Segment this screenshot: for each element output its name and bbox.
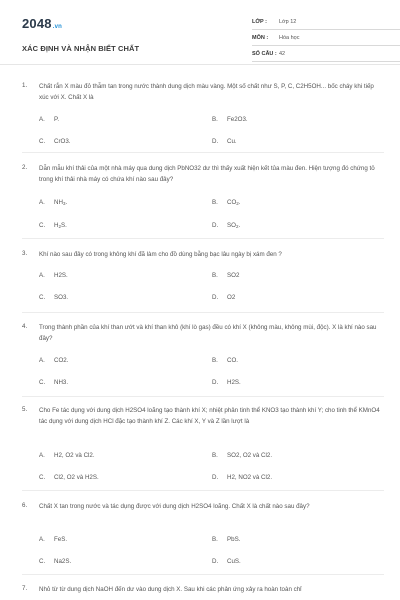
- option-c[interactable]: C. NH3.: [39, 379, 69, 386]
- option-text: Cu.: [227, 138, 237, 145]
- option-b[interactable]: B. PbS.: [212, 536, 241, 543]
- option-subscript: 2: [235, 224, 239, 229]
- question-number: 4.: [22, 323, 28, 330]
- option-a[interactable]: A. P.: [39, 116, 60, 123]
- option-c[interactable]: C. CrO3.: [39, 138, 71, 145]
- option-a[interactable]: A. CO2.: [39, 357, 69, 364]
- option-c[interactable]: C. Cl2, O2 và H2S.: [39, 474, 99, 481]
- question-text: Trong thành phần của khí than ướt và khí than khô (khí lò gas) đều có khí X (không màu, không mùi, độc). X là khí nào sau đây?: [39, 324, 377, 342]
- question-text: Chất X tan trong nước và tác dụng được với dung dịch H2SO4 loãng. Chất X là chất nào sau đây?: [39, 503, 310, 510]
- option-c[interactable]: C. Na2S.: [39, 558, 72, 565]
- option-b[interactable]: B. SO2: [212, 272, 240, 279]
- option-a[interactable]: A. FeS.: [39, 536, 68, 543]
- option-text: Na2S.: [54, 558, 72, 565]
- question-number: 7.: [22, 585, 28, 592]
- meta-value: Lớp 12: [279, 19, 297, 25]
- option-c[interactable]: C. $H_2S$.: [39, 222, 67, 229]
- question-divider: [22, 490, 384, 491]
- meta-row-class: [252, 16, 400, 30]
- question-number: 1.: [22, 82, 28, 89]
- option-text: Cl2, O2 và H2S.: [54, 474, 99, 481]
- option-subscript: 2: [58, 224, 61, 229]
- option-b[interactable]: B. $CO_2$.: [212, 199, 241, 206]
- question-number: 2.: [22, 164, 28, 171]
- option-a[interactable]: A. $NH_3$.: [39, 199, 68, 206]
- question-number: 5.: [22, 406, 28, 413]
- option-text: SO: [227, 222, 236, 229]
- logo-text: 2048: [22, 16, 52, 31]
- option-text-end: .: [238, 199, 241, 206]
- option-d[interactable]: D. $SO_2$.: [212, 222, 241, 229]
- site-logo[interactable]: [22, 16, 62, 31]
- option-text: Fe2O3.: [227, 116, 248, 123]
- option-text: H2S.: [54, 272, 68, 279]
- document-title: XÁC ĐỊNH VÀ NHẬN BIẾT CHẤT: [22, 44, 140, 53]
- option-text-end: .: [238, 222, 241, 229]
- question-text: Nhỏ từ từ dung dịch NaOH đến dư vào dung dịch X. Sau khi các phản ứng xảy ra hoàn toàn chỉ: [39, 586, 302, 593]
- meta-row-subject: [252, 32, 400, 46]
- document-header: [22, 12, 382, 68]
- meta-value: 42: [279, 51, 286, 57]
- question-divider: [22, 574, 384, 575]
- option-text: NH: [54, 199, 63, 206]
- option-b[interactable]: B. SO2, O2 và Cl2.: [212, 452, 273, 459]
- question-text: Dẫn mẫu khí thải của một nhà máy qua dung dịch PbNO32 dư thì thấy xuất hiện kết tủa màu đen. Hiện tượng đó chứng tỏ trong khí thải nhà máy có chứa khí nào sau đây?: [39, 165, 375, 183]
- option-b[interactable]: B. CO.: [212, 357, 239, 364]
- option-a[interactable]: A. H2S.: [39, 272, 68, 279]
- option-text: CO: [227, 199, 237, 206]
- option-text: CrO3.: [54, 138, 71, 145]
- meta-row-count: [252, 48, 400, 62]
- option-text: SO3.: [54, 294, 69, 301]
- question-divider: [22, 152, 384, 153]
- option-text: SO2: [227, 272, 240, 279]
- option-text: H2, O2 và Cl2.: [54, 452, 95, 459]
- question-text: Khí nào sau đây có trong không khí đã làm cho đồ dùng bằng bạc lâu ngày bị xám đen ?: [39, 251, 282, 258]
- meta-label: MÔN :: [252, 35, 269, 41]
- option-text: H2, NO2 và Cl2.: [227, 474, 273, 481]
- question-number: 3.: [22, 250, 28, 257]
- option-text: NH3.: [54, 379, 69, 386]
- option-a[interactable]: A. H2, O2 và Cl2.: [39, 452, 95, 459]
- question-divider: [22, 396, 384, 397]
- option-text-end: S.: [60, 222, 67, 229]
- meta-label: SỐ CÂU :: [252, 51, 277, 57]
- logo-suffix: .vn: [52, 24, 63, 30]
- meta-value: Hóa học: [279, 35, 300, 41]
- question-text: Chất rắn X màu đỏ thẫm tan trong nước thành dung dịch màu vàng. Một số chất như S, P, C, C2H5OH... bốc cháy khi tiếp xúc với X. Chất X là: [39, 83, 374, 101]
- option-text: H: [54, 222, 59, 229]
- option-text: H2S.: [227, 379, 241, 386]
- option-d[interactable]: D. H2S.: [212, 379, 241, 386]
- header-divider: [0, 64, 400, 65]
- option-text: CO.: [227, 357, 239, 364]
- option-text: CO2.: [54, 357, 69, 364]
- question-text: Cho Fe tác dụng với dung dịch H2SO4 loãng tạo thành khí X; nhiệt phân tinh thể KNO3 tạo thành khí Y; cho tinh thể KMnO4 tác dụng với dung dịch HCl đặc tạo thành khí Z. Các khí X, Y và Z lần lượt là: [39, 407, 380, 425]
- option-subscript: 3: [62, 201, 66, 206]
- option-text: O2: [227, 294, 236, 301]
- question-number: 6.: [22, 502, 28, 509]
- option-b[interactable]: B. Fe2O3.: [212, 116, 248, 123]
- option-d[interactable]: D. H2, NO2 và Cl2.: [212, 474, 273, 481]
- option-text-end: .: [65, 199, 68, 206]
- question-divider: [22, 312, 384, 313]
- question-divider: [22, 238, 384, 239]
- option-d[interactable]: D. Cu.: [212, 138, 237, 145]
- option-text: CuS.: [227, 558, 241, 565]
- option-c[interactable]: C. SO3.: [39, 294, 69, 301]
- option-subscript: 2: [236, 201, 239, 206]
- meta-label: LỚP :: [252, 19, 267, 25]
- option-text: FeS.: [54, 536, 68, 543]
- option-text: PbS.: [227, 536, 241, 543]
- option-d[interactable]: D. CuS.: [212, 558, 241, 565]
- document-meta: [252, 16, 400, 64]
- option-text: P.: [54, 116, 60, 123]
- option-text: SO2, O2 và Cl2.: [227, 452, 273, 459]
- option-d[interactable]: D. O2: [212, 294, 236, 301]
